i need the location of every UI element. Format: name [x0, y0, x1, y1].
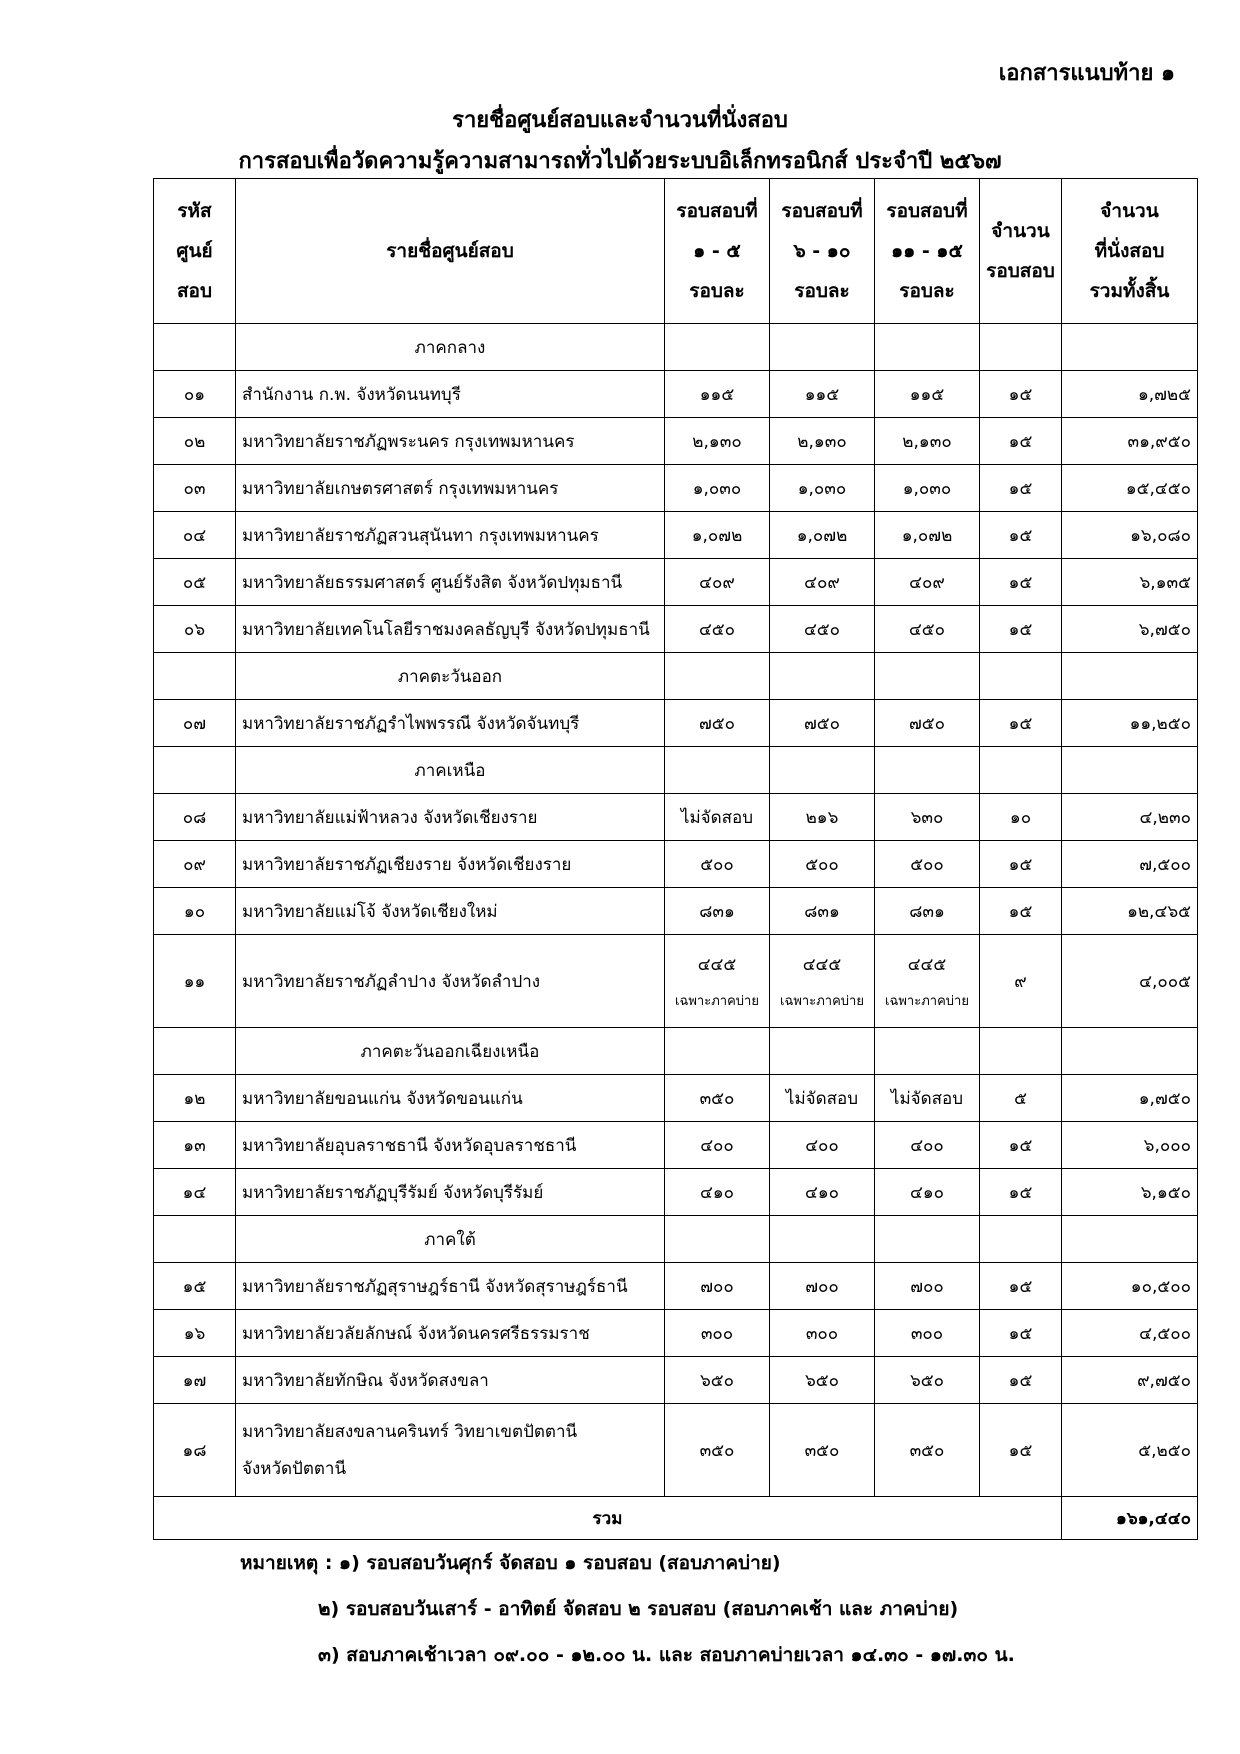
- table-row: [154, 700, 1198, 747]
- seats-round-1-5: ๔๑๐: [665, 1169, 770, 1216]
- table-row: [154, 606, 1198, 653]
- table-row: [154, 1263, 1198, 1310]
- table-row: [154, 888, 1198, 935]
- center-name: มหาวิทยาลัยธรรมศาสตร์ ศูนย์รังสิต จังหวัดปทุมธานี: [236, 559, 665, 606]
- header-total-seats: จำนวน ที่นั่งสอบ รวมทั้งสิ้น: [1062, 179, 1198, 324]
- seats-round-6-10: ๓๐๐: [770, 1310, 875, 1357]
- center-name: มหาวิทยาลัยแม่ฟ้าหลวง จังหวัดเชียงราย: [236, 794, 665, 841]
- seats-round-11-15: ๑,๐๗๒: [875, 512, 980, 559]
- center-name: มหาวิทยาลัยวลัยลักษณ์ จังหวัดนครศรีธรรมราช: [236, 1310, 665, 1357]
- seats-round-6-10: ๔๐๙: [770, 559, 875, 606]
- total-seats: ๑๑,๒๕๐: [1062, 700, 1198, 747]
- center-name: มหาวิทยาลัยราชภัฏสวนสุนันทา กรุงเทพมหานคร: [236, 512, 665, 559]
- region-label: ภาคใต้: [236, 1216, 665, 1263]
- seats-round-1-5: ๒,๑๓๐: [665, 418, 770, 465]
- seats-round-1-5: ๓๕๐: [665, 1075, 770, 1122]
- seats-round-1-5: ๗๕๐: [665, 700, 770, 747]
- seats-round-6-10: ๗๐๐: [770, 1263, 875, 1310]
- table-row: [154, 1075, 1198, 1122]
- center-name: มหาวิทยาลัยราชภัฏรำไพพรรณี จังหวัดจันทบุรี: [236, 700, 665, 747]
- round-count: ๑๕: [980, 418, 1062, 465]
- center-code: ๑๑: [154, 935, 236, 1028]
- seats-round-6-10: ๒,๑๓๐: [770, 418, 875, 465]
- center-code: ๑๘: [154, 1404, 236, 1497]
- table-row: [154, 1310, 1198, 1357]
- center-code: ๑๔: [154, 1169, 236, 1216]
- seats-round-1-5: ๓๐๐: [665, 1310, 770, 1357]
- seats-round-6-10: ๑,๐๓๐: [770, 465, 875, 512]
- header-round-11-15: รอบสอบที่ ๑๑ - ๑๕ รอบละ: [875, 179, 980, 324]
- seats-round-1-5: ๑๑๕: [665, 371, 770, 418]
- center-code: ๑๒: [154, 1075, 236, 1122]
- seats-round-6-10: ๖๕๐: [770, 1357, 875, 1404]
- center-name: มหาวิทยาลัยสงขลานครินทร์ วิทยาเขตปัตตานี จังหวัดปัตตานี: [236, 1404, 665, 1497]
- exam-center-table: [153, 178, 1198, 1540]
- afternoon-only-note: เฉพาะภาคบ่าย: [780, 994, 864, 1009]
- table-row: [154, 1122, 1198, 1169]
- center-code: ๐๓: [154, 465, 236, 512]
- table-row: [154, 1404, 1198, 1497]
- total-seats: ๖,๑๕๐: [1062, 1169, 1198, 1216]
- table-row: [154, 512, 1198, 559]
- seats-round-6-10: ๒๑๖: [770, 794, 875, 841]
- seats-round-1-5: ๖๕๐: [665, 1357, 770, 1404]
- total-seats: ๑๐,๕๐๐: [1062, 1263, 1198, 1310]
- total-seats: ๑๖,๐๘๐: [1062, 512, 1198, 559]
- round-count: ๑๕: [980, 841, 1062, 888]
- seats-round-6-10: ๔๕๐: [770, 606, 875, 653]
- round-count: ๑๕: [980, 512, 1062, 559]
- total-seats: ๔,๐๐๕: [1062, 935, 1198, 1028]
- region-label: ภาคตะวันออก: [236, 653, 665, 700]
- seats-round-6-10: ๔๑๐: [770, 1169, 875, 1216]
- center-code: ๑๕: [154, 1263, 236, 1310]
- attachment-label: เอกสารแนบท้าย ๑: [998, 61, 1175, 86]
- center-code: ๐๖: [154, 606, 236, 653]
- total-seats: ๖,๐๐๐: [1062, 1122, 1198, 1169]
- center-code: ๑๐: [154, 888, 236, 935]
- seats-round-1-5: ๘๓๑: [665, 888, 770, 935]
- total-seats: ๕,๒๕๐: [1062, 1404, 1198, 1497]
- center-name: มหาวิทยาลัยเกษตรศาสตร์ กรุงเทพมหานคร: [236, 465, 665, 512]
- seats-round-6-10: ๗๕๐: [770, 700, 875, 747]
- seats-round-11-15: ๔๔๕ เฉพาะภาคบ่าย: [875, 935, 980, 1028]
- total-seats: ๔,๒๓๐: [1062, 794, 1198, 841]
- round-count: ๑๕: [980, 559, 1062, 606]
- round-count: ๑๕: [980, 1404, 1062, 1497]
- seats-round-6-10: ไม่จัดสอบ: [770, 1075, 875, 1122]
- seats-round-1-5: ๕๐๐: [665, 841, 770, 888]
- center-name: มหาวิทยาลัยอุบลราชธานี จังหวัดอุบลราชธานี: [236, 1122, 665, 1169]
- seats-round-6-10: ๔๐๐: [770, 1122, 875, 1169]
- seats-round-6-10: ๑๑๕: [770, 371, 875, 418]
- region-row-south: [154, 1216, 1198, 1263]
- center-code: ๑๖: [154, 1310, 236, 1357]
- round-count: ๑๕: [980, 465, 1062, 512]
- total-seats: ๗,๕๐๐: [1062, 841, 1198, 888]
- round-count: ๑๕: [980, 1122, 1062, 1169]
- table-row: [154, 935, 1198, 1028]
- region-label: ภาคตะวันออกเฉียงเหนือ: [236, 1028, 665, 1075]
- center-code: ๐๔: [154, 512, 236, 559]
- round-count: ๑๕: [980, 371, 1062, 418]
- seats-round-6-10: ๔๔๕ เฉพาะภาคบ่าย: [770, 935, 875, 1028]
- seats-round-11-15: ๔๕๐: [875, 606, 980, 653]
- center-code: ๐๘: [154, 794, 236, 841]
- seats-round-11-15: ๗๕๐: [875, 700, 980, 747]
- seats-round-6-10: ๕๐๐: [770, 841, 875, 888]
- seats-round-11-15: ๓๐๐: [875, 1310, 980, 1357]
- round-count: ๑๕: [980, 888, 1062, 935]
- center-name: มหาวิทยาลัยแม่โจ้ จังหวัดเชียงใหม่: [236, 888, 665, 935]
- center-code: ๐๕: [154, 559, 236, 606]
- table-row: [154, 794, 1198, 841]
- center-name: มหาวิทยาลัยราชภัฏสุราษฎร์ธานี จังหวัดสุราษฎร์ธานี: [236, 1263, 665, 1310]
- total-label: รวม: [154, 1497, 1062, 1540]
- center-name: มหาวิทยาลัยราชภัฏเชียงราย จังหวัดเชียงราย: [236, 841, 665, 888]
- seats-round-11-15: ๘๓๑: [875, 888, 980, 935]
- seats-round-1-5: ๑,๐๓๐: [665, 465, 770, 512]
- total-seats: ๙,๗๕๐: [1062, 1357, 1198, 1404]
- table-row: [154, 841, 1198, 888]
- seats-round-11-15: ๔๐๙: [875, 559, 980, 606]
- seats-round-1-5: ๔๔๕ เฉพาะภาคบ่าย: [665, 935, 770, 1028]
- round-count: ๑๐: [980, 794, 1062, 841]
- table-row: [154, 465, 1198, 512]
- remark-2: ๒) รอบสอบวันเสาร์ - อาทิตย์ จัดสอบ ๒ รอบสอบ (สอบภาคเช้า และ ภาคบ่าย): [318, 1598, 959, 1620]
- header-round-6-10: รอบสอบที่ ๖ - ๑๐ รอบละ: [770, 179, 875, 324]
- seats-round-11-15: ๗๐๐: [875, 1263, 980, 1310]
- seats-round-11-15: ๔๑๐: [875, 1169, 980, 1216]
- seats-round-6-10: ๑,๐๗๒: [770, 512, 875, 559]
- total-seats: ๖,๗๕๐: [1062, 606, 1198, 653]
- center-name: มหาวิทยาลัยราชภัฏลำปาง จังหวัดลำปาง: [236, 935, 665, 1028]
- seats-round-1-5: ไม่จัดสอบ: [665, 794, 770, 841]
- center-name: มหาวิทยาลัยเทคโนโลยีราชมงคลธัญบุรี จังหวัดปทุมธานี: [236, 606, 665, 653]
- round-count: ๑๕: [980, 1263, 1062, 1310]
- round-count: ๙: [980, 935, 1062, 1028]
- afternoon-only-note: เฉพาะภาคบ่าย: [885, 994, 969, 1009]
- seats-round-11-15: ๒,๑๓๐: [875, 418, 980, 465]
- total-seats: ๑๕,๔๕๐: [1062, 465, 1198, 512]
- round-count: ๕: [980, 1075, 1062, 1122]
- region-row-north: [154, 747, 1198, 794]
- afternoon-only-note: เฉพาะภาคบ่าย: [675, 994, 759, 1009]
- center-name: มหาวิทยาลัยราชภัฏพระนคร กรุงเทพมหานคร: [236, 418, 665, 465]
- center-code: ๐๒: [154, 418, 236, 465]
- round-count: ๑๕: [980, 1357, 1062, 1404]
- center-name: สำนักงาน ก.พ. จังหวัดนนทบุรี: [236, 371, 665, 418]
- total-seats: ๑,๗๒๕: [1062, 371, 1198, 418]
- remarks: [240, 1540, 1015, 1678]
- region-row-northeast: [154, 1028, 1198, 1075]
- remark-3: ๓) สอบภาคเช้าเวลา ๐๙.๐๐ - ๑๒.๐๐ น. และ สอบภาคบ่ายเวลา ๑๔.๓๐ - ๑๗.๓๐ น.: [318, 1644, 1015, 1666]
- round-count: ๑๕: [980, 1169, 1062, 1216]
- seats-round-11-15: ๑๑๕: [875, 371, 980, 418]
- header-name: รายชื่อศูนย์สอบ: [236, 179, 665, 324]
- table-row: [154, 418, 1198, 465]
- center-code: ๑๗: [154, 1357, 236, 1404]
- total-seats: ๔,๕๐๐: [1062, 1310, 1198, 1357]
- remark-1: หมายเหตุ : ๑) รอบสอบวันศุกร์ จัดสอบ ๑ รอบสอบ (สอบภาคบ่าย): [240, 1552, 781, 1574]
- table-row: [154, 371, 1198, 418]
- seats-round-1-5: ๓๕๐: [665, 1404, 770, 1497]
- seats-round-1-5: ๔๐๙: [665, 559, 770, 606]
- table-row: [154, 1357, 1198, 1404]
- center-name: มหาวิทยาลัยราชภัฏบุรีรัมย์ จังหวัดบุรีรัมย์: [236, 1169, 665, 1216]
- total-seats: ๓๑,๙๕๐: [1062, 418, 1198, 465]
- seats-round-11-15: ๔๐๐: [875, 1122, 980, 1169]
- region-row-east: [154, 653, 1198, 700]
- seats-round-11-15: ไม่จัดสอบ: [875, 1075, 980, 1122]
- table-header-row: [154, 179, 1198, 324]
- center-code: ๐๑: [154, 371, 236, 418]
- region-label: ภาคเหนือ: [236, 747, 665, 794]
- header-code: รหัส ศูนย์ สอบ: [154, 179, 236, 324]
- center-code: ๑๓: [154, 1122, 236, 1169]
- round-count: ๑๕: [980, 606, 1062, 653]
- total-seats: ๑,๗๕๐: [1062, 1075, 1198, 1122]
- seats-round-6-10: ๘๓๑: [770, 888, 875, 935]
- seats-round-1-5: ๔๕๐: [665, 606, 770, 653]
- seats-round-11-15: ๖๕๐: [875, 1357, 980, 1404]
- seats-round-11-15: ๑,๐๓๐: [875, 465, 980, 512]
- center-code: ๐๗: [154, 700, 236, 747]
- seats-round-6-10: ๓๕๐: [770, 1404, 875, 1497]
- seats-round-11-15: ๓๕๐: [875, 1404, 980, 1497]
- table-row: [154, 559, 1198, 606]
- region-row-central: [154, 324, 1198, 371]
- table-row: [154, 1169, 1198, 1216]
- seats-round-11-15: ๕๐๐: [875, 841, 980, 888]
- header-round-1-5: รอบสอบที่ ๑ - ๕ รอบละ: [665, 179, 770, 324]
- center-name: มหาวิทยาลัยทักษิณ จังหวัดสงขลา: [236, 1357, 665, 1404]
- total-seats: ๖,๑๓๕: [1062, 559, 1198, 606]
- round-count: ๑๕: [980, 700, 1062, 747]
- document-subtitle: การสอบเพื่อวัดความรู้ความสามารถทั่วไปด้วยระบบอิเล็กทรอนิกส์ ประจำปี ๒๕๖๗: [238, 149, 1002, 174]
- total-row: [154, 1497, 1198, 1540]
- seats-round-11-15: ๖๓๐: [875, 794, 980, 841]
- total-seats: ๑๒,๔๖๕: [1062, 888, 1198, 935]
- seats-round-1-5: ๗๐๐: [665, 1263, 770, 1310]
- seats-round-1-5: ๔๐๐: [665, 1122, 770, 1169]
- round-count: ๑๕: [980, 1310, 1062, 1357]
- seats-round-1-5: ๑,๐๗๒: [665, 512, 770, 559]
- center-name: มหาวิทยาลัยขอนแก่น จังหวัดขอนแก่น: [236, 1075, 665, 1122]
- header-rounds: จำนวน รอบสอบ: [980, 179, 1062, 324]
- grand-total: ๑๖๑,๔๔๐: [1062, 1497, 1198, 1540]
- document-title: รายชื่อศูนย์สอบและจำนวนที่นั่งสอบ: [452, 108, 788, 133]
- center-code: ๐๙: [154, 841, 236, 888]
- region-label: ภาคกลาง: [236, 324, 665, 371]
